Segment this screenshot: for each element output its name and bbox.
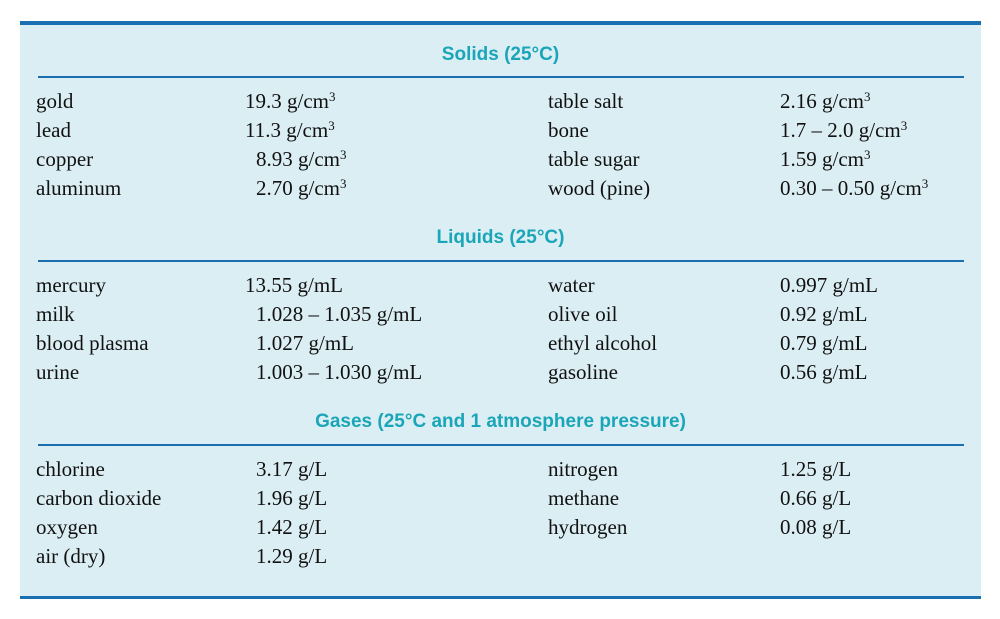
table-row <box>20 329 981 358</box>
density-value: 0.92 g/mL <box>780 302 868 326</box>
density-value: 1.42 g/L <box>256 515 328 539</box>
substance-name: milk <box>36 302 75 326</box>
section-rule <box>38 76 964 78</box>
substance-name: table sugar <box>548 147 640 171</box>
substance-name: water <box>548 273 595 297</box>
substance-name: oxygen <box>36 515 98 539</box>
substance-name: urine <box>36 360 80 384</box>
substance-name: wood (pine) <box>548 176 651 200</box>
substance-name: nitrogen <box>548 457 618 481</box>
density-value: 1.027 g/mL <box>256 331 354 355</box>
table-row <box>20 484 981 513</box>
section-heading-gases: Gases (25°C and 1 atmosphere pressure) <box>315 411 686 432</box>
table-row <box>20 87 981 116</box>
substance-name: blood plasma <box>36 331 149 355</box>
section-heading-liquids: Liquids (25°C) <box>436 227 565 248</box>
table-row <box>20 513 981 542</box>
table-row <box>20 116 981 145</box>
density-value: 3.17 g/L <box>256 457 328 481</box>
substance-name: olive oil <box>548 302 618 326</box>
substance-name: table salt <box>548 89 624 113</box>
substance-name: gold <box>36 89 74 113</box>
table-row <box>20 174 981 203</box>
substance-name: gasoline <box>548 360 618 384</box>
density-value: 1.25 g/L <box>780 457 852 481</box>
density-value: 2.16 $g/cm^3$ <box>780 89 871 113</box>
table-row <box>20 542 981 571</box>
table-row <box>20 455 981 484</box>
substance-name: aluminum <box>36 176 122 200</box>
substance-name: ethyl alcohol <box>548 331 658 355</box>
density-value: 11.3 $g/cm^3$ <box>245 118 335 142</box>
density-value: 8.93 $g/cm^3$ <box>256 147 347 171</box>
section-rule <box>38 444 964 446</box>
density-value: 1.003 – 1.030 g/mL <box>256 360 423 384</box>
density-value: 19.3 $g/cm^3$ <box>245 89 336 113</box>
substance-name: mercury <box>36 273 106 297</box>
density-value: 0.56 g/mL <box>780 360 868 384</box>
density-value: 13.55 g/mL <box>245 273 343 297</box>
density-value: 0.79 g/mL <box>780 331 868 355</box>
substance-name: lead <box>36 118 71 142</box>
density-value: 1.29 g/L <box>256 544 328 568</box>
density-value: 1.028 – 1.035 g/mL <box>256 302 423 326</box>
substance-name: air (dry) <box>36 544 106 568</box>
density-value: 1.96 g/L <box>256 486 328 510</box>
table-row <box>20 300 981 329</box>
substance-name: hydrogen <box>548 515 628 539</box>
substance-name: chlorine <box>36 457 105 481</box>
substance-name: bone <box>548 118 589 142</box>
density-value: 0.08 g/L <box>780 515 852 539</box>
density-value: 0.30 – 0.50 $g/cm^3$ <box>780 176 929 200</box>
density-value: 2.70 $g/cm^3$ <box>256 176 347 200</box>
substance-name: copper <box>36 147 94 171</box>
density-value: 1.59 $g/cm^3$ <box>780 147 871 171</box>
density-table <box>20 21 981 599</box>
table-row <box>20 145 981 174</box>
section-heading-solids: Solids (25°C) <box>441 44 560 65</box>
substance-name: carbon dioxide <box>36 486 162 510</box>
section-rule <box>38 260 964 262</box>
density-value: 0.997 g/mL <box>780 273 878 297</box>
density-value: 1.7 – 2.0 $g/cm^3$ <box>780 118 908 142</box>
table-row <box>20 358 981 387</box>
density-value: 0.66 g/L <box>780 486 852 510</box>
substance-name: methane <box>548 486 620 510</box>
table-row <box>20 271 981 300</box>
